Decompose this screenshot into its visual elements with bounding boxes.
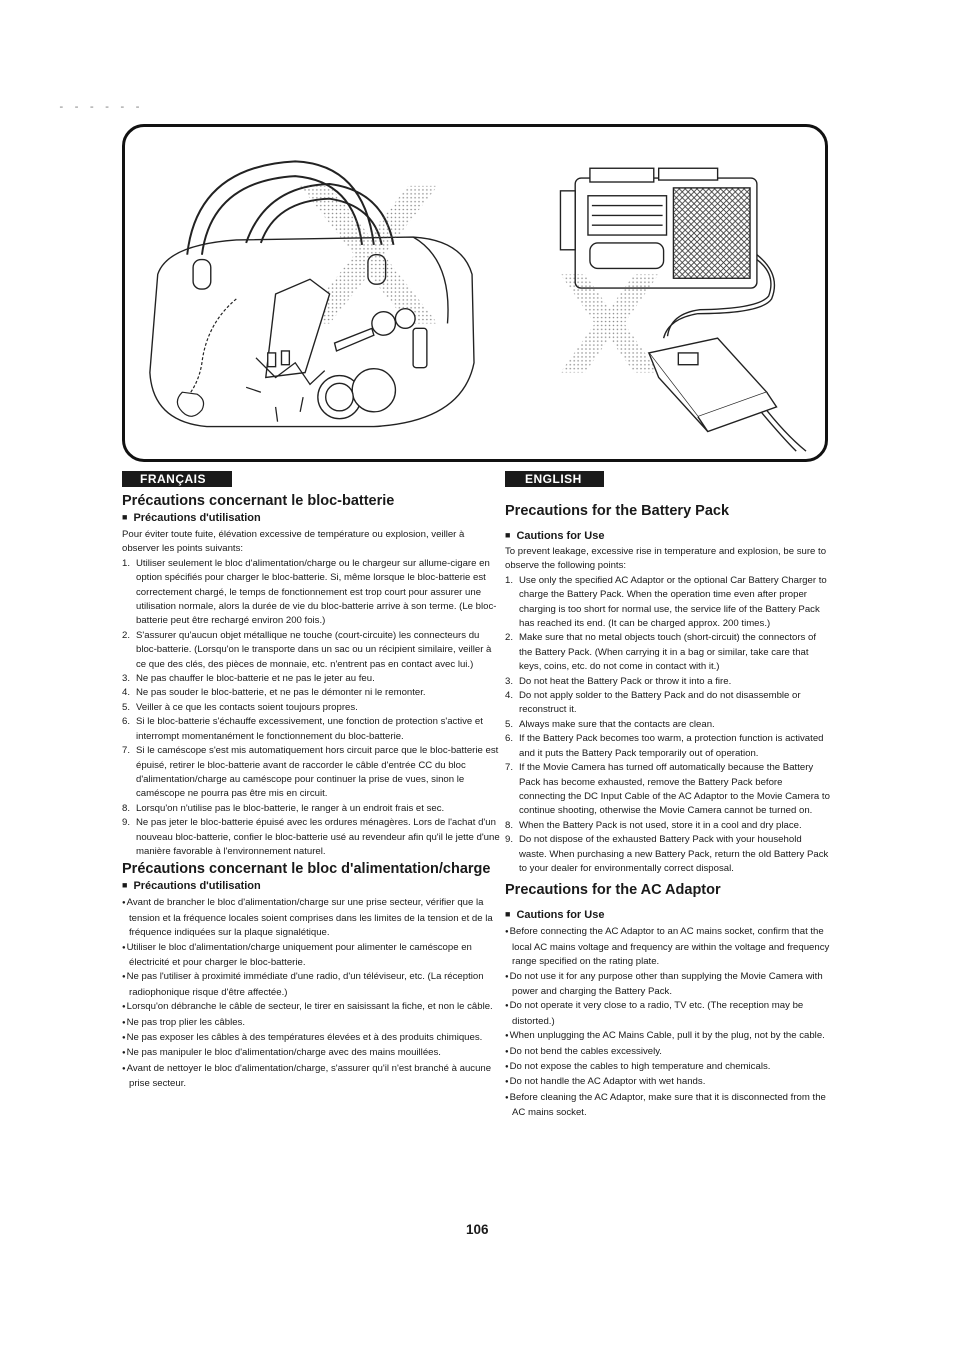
english-adaptor-subtitle: ■ Cautions for Use [505,909,831,922]
list-item: 9. Ne pas jeter le bloc-batterie épuisé avec les ordures ménagères. Lors de l'achat d'un nouveau bloc-batterie, confier le bloc-batterie usé au revendeur afin qu'il le jette d'une manière favorable à l'environnement naturel. [122,817,500,857]
english-battery-list [505,574,831,877]
french-adaptor-subtitle: ■ Précautions d'utilisation [122,880,500,893]
list-item: ● Do not handle the AC Adaptor with wet hands. [505,1075,831,1090]
prohibited-cross-radio [560,274,658,372]
list-item: ● Ne pas trop plier les câbles. [122,1016,500,1031]
list-item: ● When unplugging the AC Mains Cable, pull it by the plug, not by the cable. [505,1029,831,1044]
list-item: 7. Si le caméscope s'est mis automatiquement hors circuit parce que le bloc-batterie est épuisé, retirer le bloc-batterie avant de raccorder le câble d'entrée CC du bloc d'alimentation/charge au caméscope pour continuer la prise de vues, sinon le caméscope ne pourra pas être mis en circuit. [122,745,499,800]
french-column [122,470,500,1092]
english-battery-title: Precautions for the Battery Pack [505,503,730,519]
list-item: ● Do not operate it very close to a radio, TV etc. (The reception may be distorted.) [505,999,831,1029]
list-item: 5. Veiller à ce que les contacts soient toujours propres. [122,701,358,713]
french-battery-title: Précautions concernant le bloc-batterie [122,493,395,509]
language-badge-english: ENGLISH [505,471,604,487]
list-item: 5. Always make sure that the contacts are clean. [505,718,715,730]
french-battery-intro: Pour éviter toute fuite, élévation excessive de température ou explosion, veiller à observer les points suivants: [122,529,465,555]
list-item: ● Before connecting the AC Adaptor to an AC mains socket, confirm that the local AC mains voltage and frequency are within the voltage and frequency range specified on the rating plate. [505,925,831,969]
list-item: ● Before cleaning the AC Adaptor, make sure that it is disconnected from the AC mains socket. [505,1091,831,1121]
list-item: 4. Ne pas souder le bloc-batterie, et ne pas le démonter ni le remonter. [122,687,426,699]
french-adaptor-title: Précautions concernant le bloc d'alimentation/charge [122,861,491,878]
list-item: 3. Do not heat the Battery Pack or throw it into a fire. [505,675,732,687]
list-item: ● Do not use it for any purpose other than supplying the Movie Camera with power and charging the Battery Pack. [505,970,831,1000]
list-item: 1. Utiliser seulement le bloc d'alimentation/charge ou le chargeur sur allume-cigare en option spécifiés pour charger le bloc-batterie. Si, même lorsque le bloc-batterie est correctement chargé, le temps de fonctionnement est trop court pour assurer une utilisation normale, alors la durée de vie du bloc-batterie arrive à son terme. (Le bloc-batterie peut être rechargé environ 200 fois.) [122,557,497,627]
french-adaptor-list [122,896,500,1091]
list-item: 6. If the Battery Pack becomes too warm, a protection function is activated and it puts the Battery Pack temporarily out of operation. [505,733,824,759]
list-item: ● Avant de brancher le bloc d'alimentation/charge sur une prise secteur, vérifier que la tension et la fréquence locales soient comprises dans les limites de la tension et de la fréquence indiquées sur la plaque signalétique. [122,896,500,940]
french-battery-subtitle: ■ Précautions d'utilisation [122,512,500,525]
list-item: ● Ne pas manipuler le bloc d'alimentation/charge avec des mains mouillées. [122,1046,500,1061]
list-item: ● Ne pas exposer les câbles à des températures élevées et à des produits chimiques. [122,1031,500,1046]
list-item: ● Ne pas l'utiliser à proximité immédiate d'une radio, d'un téléviseur, etc. (La réception radiophonique risque d'être affectée.) [122,970,500,1000]
english-column [505,470,831,1121]
list-item: ● Do not bend the cables excessively. [505,1045,831,1060]
corner-dash-mark: - - - - - - [58,100,142,113]
language-badge-french: FRANÇAIS [122,471,232,487]
list-item: ● Lorsqu'on débranche le câble de secteur, le tirer en saisissant la fiche, et non le câble. [122,1000,500,1015]
list-item: 2. Make sure that no metal objects touch (short-circuit) the connectors of the Battery Pack. (When carrying it in a bag or similar, take care that keys, coins, etc. do not come in contact with it.) [505,632,817,673]
ac-adaptor-icon [649,338,777,431]
list-item: 1. Use only the specified AC Adaptor or the optional Car Battery Charger to charge the Battery Pack. When the operation time even after proper charging is too short for normal use, the service life of the Battery Pack has reached its end. (It can be charged approx. 200 times.) [505,574,827,630]
radio-cassette-icon [560,168,756,288]
french-battery-list [122,557,500,860]
list-item: 2. S'assurer qu'aucun objet métallique ne touche (court-circuite) les connecteurs du bloc-batterie. (Lorsqu'on le transporte dans un sac ou un récipient similaire, veiller à ce que des clés, des pièces de monnaie, etc. n'entrent pas en contact avec lui.) [122,629,492,670]
illustration-frame [122,124,828,462]
list-item: ● Avant de nettoyer le bloc d'alimentation/charge, s'assurer qu'il n'est branché à aucune prise secteur. [122,1062,500,1092]
page-number: 106 [466,1222,489,1237]
list-item: 8. When the Battery Pack is not used, store it in a cool and dry place. [505,819,802,831]
list-item: ● Utiliser le bloc d'alimentation/charge uniquement pour alimenter le caméscope en électricité et pour charger le bloc-batterie. [122,941,500,971]
list-item: 3. Ne pas chauffer le bloc-batterie et ne pas le jeter au feu. [122,673,375,685]
list-item: ● Do not expose the cables to high temperature and chemicals. [505,1060,831,1075]
list-item: 4. Do not apply solder to the Battery Pack and do not disassemble or reconstruct it. [505,690,801,716]
english-battery-intro: To prevent leakage, excessive rise in temperature and explosion, be sure to observe the following points: [505,546,827,572]
list-item: 9. Do not dispose of the exhausted Battery Pack with your household waste. When purchasing a new Battery Pack, return the old Battery Pack to your dealer for environmentally correct disposal. [505,834,829,874]
english-adaptor-list [505,925,831,1120]
english-battery-subtitle: ■ Cautions for Use [505,530,831,543]
list-item: 7. If the Movie Camera has turned off automatically because the Battery Pack has become exhausted, remove the Battery Pack before connecting the DC Input Cable of the AC Adaptor to the Movie Camera to continue shooting, otherwise the Movie Camera cannot be turned on. [505,762,830,817]
list-item: 6. Si le bloc-batterie s'échauffe excessivement, une fonction de protection s'active et interrompt momentanément le fonctionnement du bloc-batterie. [122,716,483,742]
english-adaptor-title: Precautions for the AC Adaptor [505,882,721,899]
illustration [125,127,825,459]
list-item: 8. Lorsqu'on n'utilise pas le bloc-batterie, le ranger à un endroit frais et sec. [122,802,445,814]
